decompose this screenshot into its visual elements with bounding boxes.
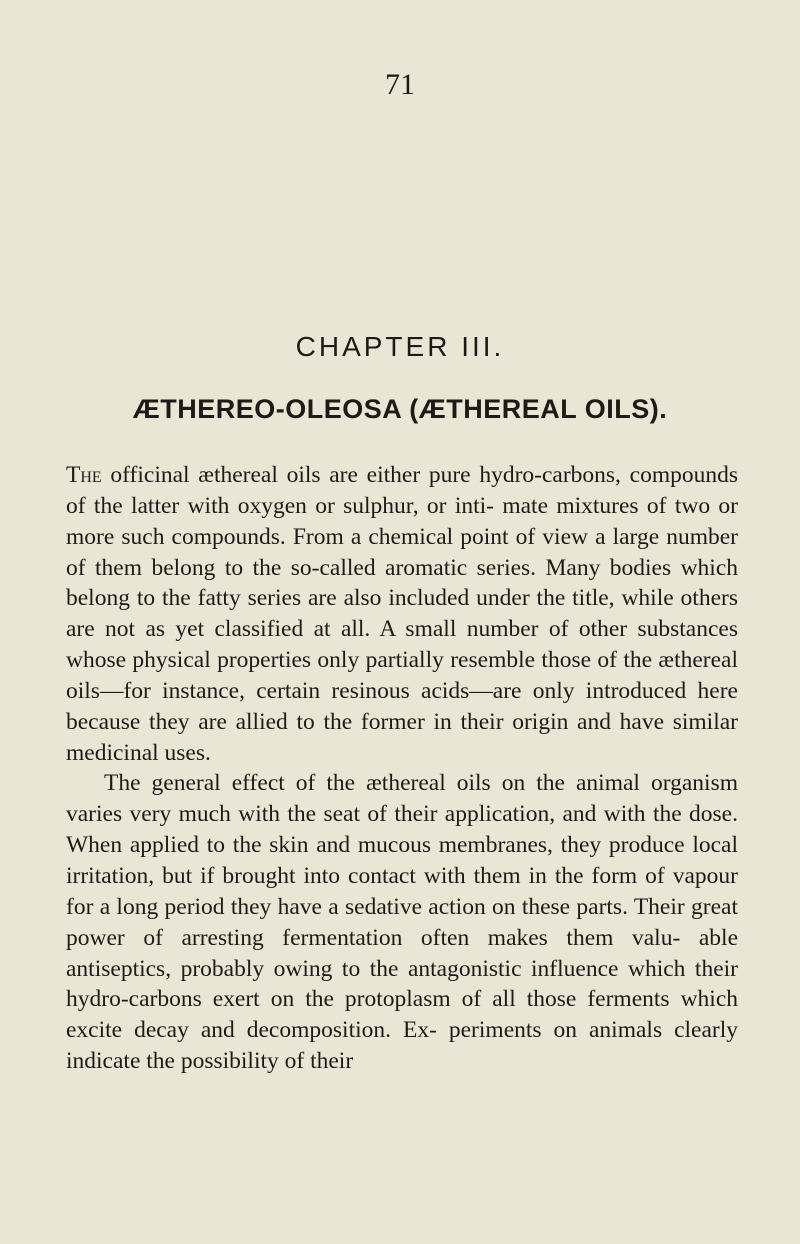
paragraph-1-text: officinal æthereal oils are either pure hydro-carbons, compounds of the latter with oxygen or sulphur, or inti- mate mixtures of two or more such compounds. From a chemical point of view a large number of them belong to the so-called aromatic series. Many bodies which belong to the fatty series are also included under the title, while others are not as yet classified at all. A small number of other substances whose physical properties only partially resemble those of the æthereal oils—for instance, certain resinous acids—are only introduced here because they are allied to the former in their origin and have similar medicinal uses. [66, 462, 738, 766]
page-number: 71 [385, 68, 415, 101]
paragraph-2 [66, 768, 738, 1076]
chapter-subtitle: ÆTHEREO-OLEOSA (ÆTHEREAL OILS). [132, 394, 668, 424]
paragraph-1 [66, 460, 738, 768]
chapter-heading: CHAPTER III. [295, 331, 505, 362]
paragraph-2-text: The general effect of the æthereal oils on the animal organism varies very much with the seat of their application, and with the dose. When applied to the skin and mucous membranes, they produce local irritation, but if brought into contact with them in the form of vapour for a long period they have a sedative action on these parts. Their great power of arresting fermentation often makes them valu- able antiseptics, probably owing to the antagonistic influence which their hydro-carbons exert on the protoplasm of all those ferments which excite decay and decomposition. Ex- periments on animals clearly indicate the possibility of their [66, 770, 738, 1075]
paragraph-lead-word: The [66, 462, 102, 488]
body-text [66, 460, 738, 1077]
